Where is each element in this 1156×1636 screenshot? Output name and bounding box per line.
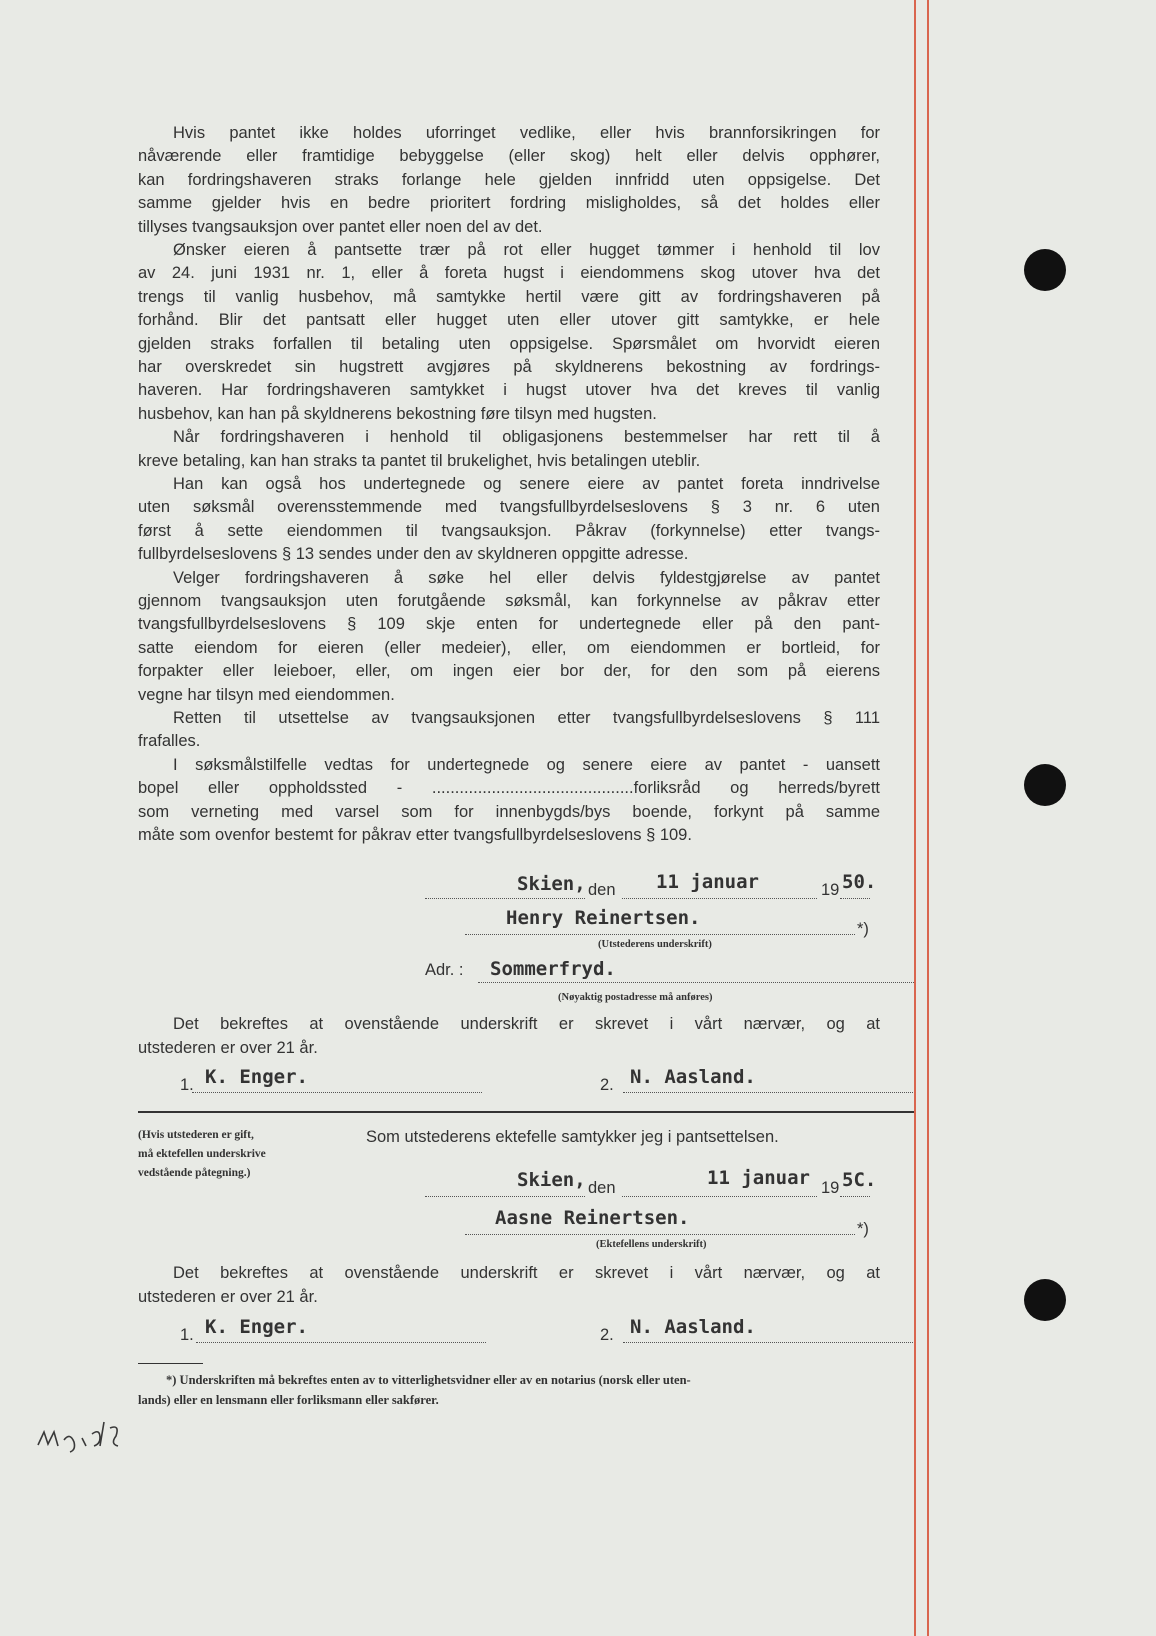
body-line: Ønsker eieren å pantsette trær på rot eller hugget tømmer i henhold til lov	[173, 241, 880, 259]
date-line	[622, 1196, 817, 1197]
body-line: kreve betaling, kan han straks ta pantet til brukelighet, hvis betalingen uteblir.	[138, 451, 701, 470]
body-line: forhånd. Blir det pantsatt eller hugget uten eller utover gitt samtykke, er hele	[138, 311, 880, 330]
witness-line	[623, 1342, 913, 1343]
year-prefix: 19	[821, 881, 840, 899]
place: Skien,	[517, 873, 586, 895]
footnote-line: *) Underskriften må bekreftes enten av to vitterlighetsvidner eller av en notarius (norsk eller uten-	[166, 1373, 691, 1387]
body-line: Han kan også hos undertegnede og senere eiere av pantet foreta inndrivelse	[173, 475, 880, 493]
body-line: forpakter eller leieboer, eller, om ingen eier bor der, for den som på eierens	[138, 662, 880, 681]
witness-line	[196, 1342, 486, 1343]
handwritten-mark	[30, 1410, 130, 1460]
signature-line	[465, 934, 855, 935]
body-line: samme gjelder hvis en bedre prioritert fordring misligholdes, så det holdes eller	[138, 194, 880, 213]
body-line: gjennom tvangsauksjon uten forutgående søksmål, kan forkynnelse av påkrav etter	[138, 592, 880, 610]
witness-1: K. Enger.	[205, 1066, 308, 1088]
spouse-consent: Som utstederens ektefelle samtykker jeg i pantsettelsen.	[366, 1128, 779, 1146]
body-line: tvangsfullbyrdelseslovens § 109 skje enten for undertegnede eller på den pant-	[138, 615, 880, 634]
body-line: Retten til utsettelse av tvangsauksjonen etter tvangsfullbyrdelseslovens § 111	[173, 709, 880, 727]
place-line	[425, 1196, 585, 1197]
issuer-signature: Henry Reinertsen.	[506, 907, 701, 929]
witness-line	[623, 1092, 913, 1093]
punch-hole	[1024, 764, 1066, 806]
address-line	[478, 982, 914, 983]
section-divider	[138, 1111, 914, 1113]
body-line: frafalles.	[138, 732, 201, 751]
confirm-line: Det bekreftes at ovenstående underskrift er skrevet i vårt nærvær, og at	[173, 1264, 880, 1282]
year: 5C.	[842, 1169, 877, 1191]
address: Sommerfryd.	[490, 958, 616, 980]
side-note-line: vedstående påtegning.)	[138, 1167, 251, 1179]
confirm-line: utstederen er over 21 år.	[138, 1288, 318, 1306]
punch-hole	[1024, 249, 1066, 291]
witness-number: 1.	[180, 1326, 194, 1344]
signature-caption: (Ektefellens underskrift)	[596, 1239, 707, 1250]
witness-number: 1.	[180, 1076, 194, 1094]
year-line	[840, 898, 870, 899]
year-prefix: 19	[821, 1179, 840, 1197]
body-line: har overskredet sin hugstrett avgjøres på skyldnerens bekostning av fordrings-	[138, 358, 880, 376]
date: 11 januar	[707, 1167, 810, 1189]
body-line: vegne har tilsyn med eiendommen.	[138, 685, 395, 704]
den-label: den	[588, 1179, 616, 1197]
body-line: trengs til vanlig husbehov, må samtykke hertil være gitt av fordringshaveren på	[138, 287, 880, 306]
body-line: uten søksmål overensstemmende med tvangsfullbyrdelseslovens § 3 nr. 6 uten	[138, 498, 880, 517]
margin-line-left	[914, 0, 916, 1636]
place-line	[425, 898, 585, 899]
year: 50.	[842, 871, 877, 893]
body-line: først å sette eiendommen til tvangsauksjon. Påkrav (forkynnelse) etter tvangs-	[138, 521, 880, 540]
footnote-rule	[138, 1363, 203, 1364]
margin-line-right	[927, 0, 929, 1636]
witness-2: N. Aasland.	[630, 1066, 756, 1088]
place: Skien,	[517, 1169, 586, 1191]
body-line: bopel eller oppholdssted - ............................................forliksråd og herreds/byrett	[138, 779, 880, 798]
body-line: Når fordringshaveren i henhold til obligasjonens bestemmelser har rett til å	[173, 428, 880, 447]
body-line: husbehov, kan han på skyldnerens bekostning føre tilsyn med hugsten.	[138, 404, 657, 423]
date: 11 januar	[656, 871, 759, 893]
side-note-line: (Hvis utstederen er gift,	[138, 1129, 254, 1141]
date-line	[622, 898, 817, 899]
body-line: måte som ovenfor bestemt for påkrav etter tvangsfullbyrdelseslovens § 109.	[138, 826, 692, 844]
body-line: satte eiendom for eieren (eller medeier), eller, om eiendommen er bortleid, for	[138, 638, 880, 657]
body-line: som verneting med varsel som for innenbygds/bys boende, forkynt på samme	[138, 802, 880, 821]
witness-line	[192, 1092, 482, 1093]
den-label: den	[588, 881, 616, 899]
confirm-line: utstederen er over 21 år.	[138, 1039, 318, 1057]
body-line: I søksmålstilfelle vedtas for undertegnede og senere eiere av pantet - uansett	[173, 755, 880, 774]
footnote-line: lands) eller en lensmann eller forliksmann eller sakfører.	[138, 1393, 439, 1407]
signature-caption: (Utstederens underskrift)	[598, 939, 712, 950]
punch-hole	[1024, 1279, 1066, 1321]
body-line: kan fordringshaveren straks forlange hele gjelden innfridd uten oppsigelse. Det	[138, 170, 880, 189]
body-line: haveren. Har fordringshaveren samtykket i hugst utover hva det kreves til vanlig	[138, 381, 880, 400]
witness-number: 2.	[600, 1326, 614, 1344]
body-line: fullbyrdelseslovens § 13 sendes under den av skyldneren oppgitte adresse.	[138, 545, 689, 564]
witness-1: K. Enger.	[205, 1316, 308, 1338]
body-line: Velger fordringshaveren å søke hel eller delvis fyldestgjørelse av pantet	[173, 568, 880, 587]
asterisk: *)	[857, 920, 869, 938]
body-line: nåværende eller framtidige bebyggelse (eller skog) helt eller delvis opphører,	[138, 147, 880, 166]
footnote	[138, 1370, 908, 1410]
body-line: Hvis pantet ikke holdes uforringet vedlike, eller hvis brannforsikringen for	[173, 124, 880, 142]
year-line	[840, 1196, 870, 1197]
body-line: tillyses tvangsauksjon over pantet eller noen del av det.	[138, 217, 543, 236]
signature-line	[465, 1234, 855, 1235]
side-note-line: må ektefellen underskrive	[138, 1148, 266, 1160]
witness-2: N. Aasland.	[630, 1316, 756, 1338]
adr-label: Adr. :	[425, 961, 464, 979]
asterisk: *)	[857, 1220, 869, 1238]
spouse-side-note	[138, 1126, 266, 1183]
spouse-signature: Aasne Reinertsen.	[495, 1207, 690, 1229]
witness-number: 2.	[600, 1076, 614, 1094]
body-line: av 24. juni 1931 nr. 1, eller å foreta hugst i eiendommens skog utover hva det	[138, 264, 880, 283]
confirm-line: Det bekreftes at ovenstående underskrift er skrevet i vårt nærvær, og at	[173, 1015, 880, 1033]
address-caption: (Nøyaktig postadresse må anføres)	[558, 992, 713, 1003]
body-line: gjelden straks forfallen til betaling uten oppsigelse. Spørsmålet om hvorvidt eieren	[138, 334, 880, 353]
